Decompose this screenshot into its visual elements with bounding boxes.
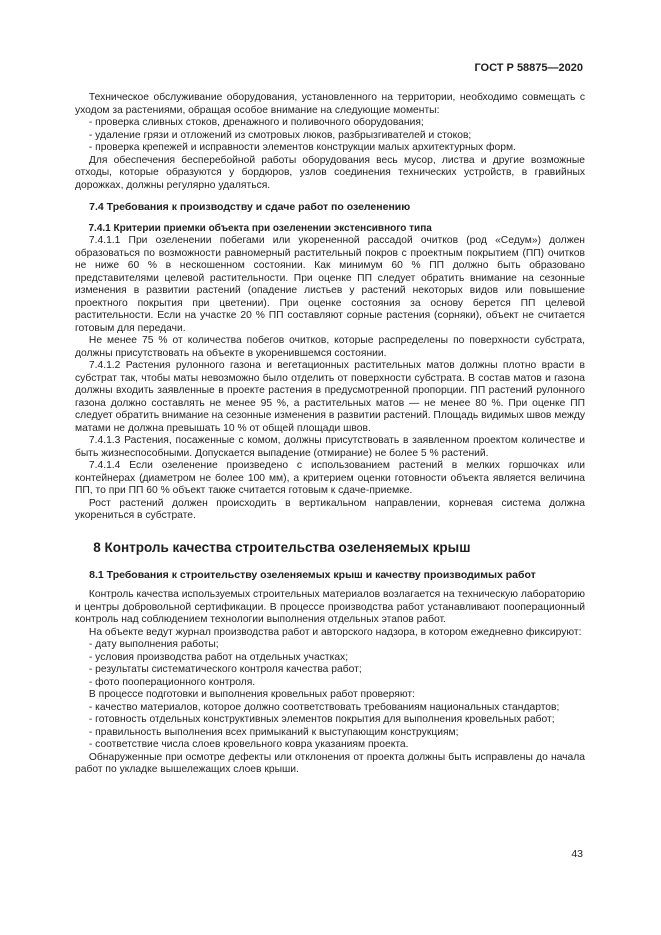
page-content xyxy=(75,92,585,777)
list-item: - условия производства работ на отдельных участках; xyxy=(88,651,349,663)
list-item: - фото пооперационного контроля. xyxy=(88,676,256,688)
paragraph-8-1-4: Обнаруженные при осмотре дефекты или отклонения от проекта должны быть исправлены до начала работ по укладке вышележащих слоев крыши. xyxy=(75,751,585,775)
paragraph-7-4-1-2: 7.4.1.2 Растения рулонного газона и вегетационных растительных матов должны плотно врасти в субстрат так, чтобы маты невозможно было отделить от поверхности субстрата. В состав матов и газона должны входить заявленные в проекте растения в предусмотренной пропорции. ПП растений рулонного газона должно составлять не менее 95 %, а растительных матов — не менее 80 %. При оценке ПП следует обратить внимание на сезонные изменения в развитии растений. Площадь видимых швов между матами не должна превышать 10 % от общей площади швов. xyxy=(75,360,585,434)
paragraph-8-1-1: Контроль качества используемых строительных материалов возлагается на техническую лабораторию и центры добровольной сертификации. В процессе производства работ устанавливают пооперационный контроль над соблюдением технологии выполнения отдельных этапов работ. xyxy=(75,589,585,625)
document-header-id: ГОСТ Р 58875—2020 xyxy=(474,62,583,74)
list-item: - качество материалов, которое должно соответствовать требованиям национальных стандартов; xyxy=(88,701,560,713)
paragraph-7-4-1-3: 7.4.1.3 Растения, посаженные с комом, должны присутствовать в заявленном проектом количестве и быть жизнеспособными. Допускается выпадение (отмирание) не более 5 % растений. xyxy=(75,435,585,459)
paragraph-7-4-1-1: 7.4.1.1 При озеленении побегами или укорененной рассадой очитков (род «Седум») должен образоваться по возможности равномерный растительный покров с проектным покрытием (ПП) очитков не ниже 60 % в нескошенном состоянии. Как минимум 60 % ПП должно быть образовано представителями целевой растительности. При оценке ПП следует обратить внимание на сезонные изменения в развитии растений (опадение листьев у растений некоторых видов или повышение проектного покрытия при цветении). При оценке состояния за основу берется ПП целевой растительности. Если на участке 20 % ПП составляют сорные растения (сорняки), объект не считается готовым для передачи. xyxy=(75,235,585,334)
page-number: 43 xyxy=(571,848,583,860)
list-item: - правильность выполнения всех примыканий к выступающим конструкциям; xyxy=(88,726,459,738)
paragraph-8-1-3: В процессе подготовки и выполнения кровельных работ проверяют: xyxy=(88,689,415,700)
intro-paragraph-1: Техническое обслуживание оборудования, установленного на территории, необходимо совмещать с уходом за растениями, обращая особое внимание на следующие моменты: xyxy=(75,92,585,116)
list-item: - проверка сливных стоков, дренажного и поливочного оборудования; xyxy=(88,117,424,128)
list-item: - готовность отдельных конструктивных элементов покрытия для выполнения кровельных работ; xyxy=(88,714,555,725)
paragraph-7-4-1-4-cont: Рост растений должен происходить в вертикальном направлении, корневая система должна укорениться в субстрате. xyxy=(75,497,585,521)
list-item: - проверка крепежей и исправности элементов конструкции малых архитектурных форм. xyxy=(88,142,516,153)
intro-paragraph-2: Для обеспечения бесперебойной работы оборудования весь мусор, листва и другие возможные отходы, которые образуются у бордюров, узлов соединения технических устройств, в гравийных дорожках, должны регулярно удаляться. xyxy=(75,154,585,191)
paragraph-7-4-1-4: 7.4.1.4 Если озеленение произведено с использованием растений в мелких горшочках или контейнерах (диаметром не более 100 мм), а критерием оценки готовности объекта является величина ПП, то при ПП 60 % объект также считается готовым к сдаче-приемке. xyxy=(75,460,585,496)
paragraph-7-4-1-1-cont: Не менее 75 % от количества побегов очитков, которые распределены по поверхности субстрата, должны присутствовать на объекте в укоренившемся состоянии. xyxy=(75,335,585,359)
list-item: - удаление грязи и отложений из смотровых люков, разбрызгивателей и стоков; xyxy=(88,129,472,141)
section-7-4-1-heading: 7.4.1 Критерии приемки объекта при озеленении экстенсивного типа xyxy=(88,222,432,234)
list-item: - дату выполнения работы; xyxy=(88,639,219,650)
paragraph-8-1-2: На объекте ведут журнал производства работ и авторского надзора, в котором ежедневно фиксируют: xyxy=(88,626,582,638)
section-8-1-heading: 8.1 Требования к строительству озеленяемых крыш и качеству производимых работ xyxy=(89,568,536,581)
section-8-heading: 8 Контроль качества строительства озеленяемых крыш xyxy=(93,539,471,555)
list-item: - соответствие числа слоев кровельного ковра указаниям проекта. xyxy=(88,739,409,750)
section-7-4-heading: 7.4 Требования к производству и сдаче работ по озеленению xyxy=(89,201,411,213)
list-item: - результаты систематического контроля качества работ; xyxy=(88,664,362,675)
